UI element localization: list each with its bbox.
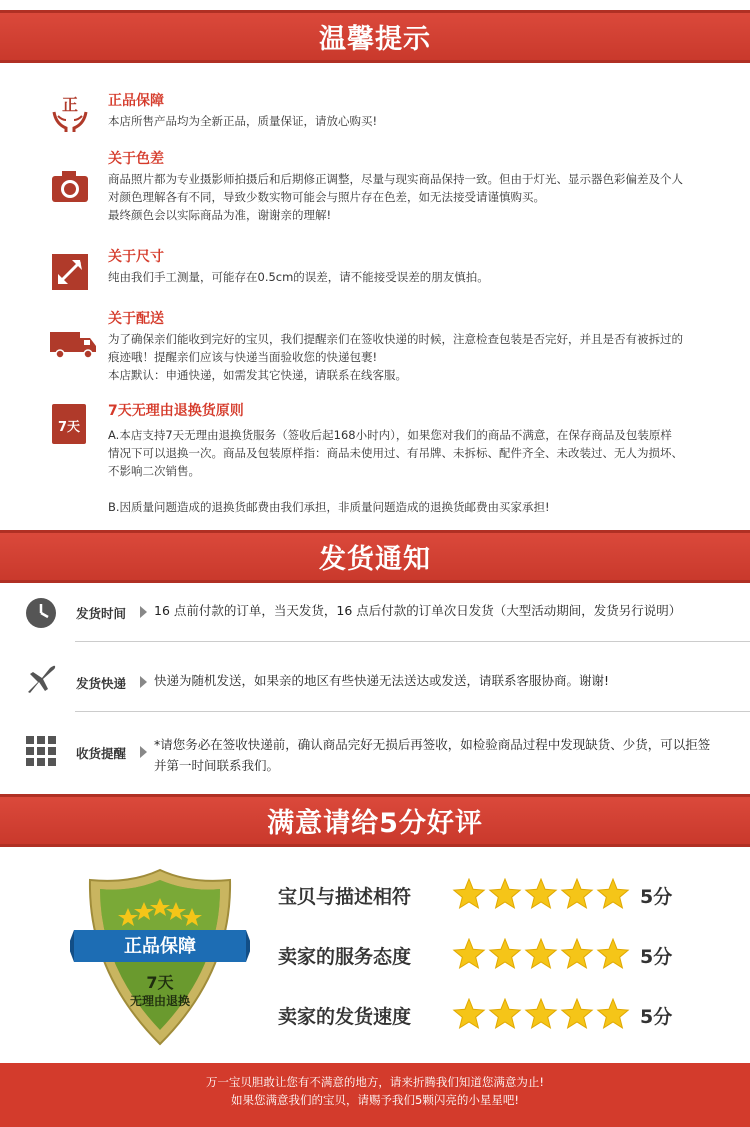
shipping-label: 收货提醒 xyxy=(76,746,127,761)
seven-day-icon-label: 7天 xyxy=(57,420,81,435)
star-icon xyxy=(454,879,484,908)
star-rating xyxy=(452,998,632,1032)
star-icon xyxy=(562,879,592,908)
arrow-icon xyxy=(140,746,147,758)
shipping-text: 快递为随机发送，如果亲的地区有些快递无法送达或发送，请联系客服协商。谢谢! xyxy=(154,673,610,688)
clock-icon xyxy=(24,596,58,630)
genuine-badge xyxy=(70,862,250,1052)
rating-banner-title: 满意请给5分好评 xyxy=(267,808,483,839)
rating-score: 5分 xyxy=(640,946,673,968)
tip-line: 本店所售产品均为全新正品，质量保证，请放心购买! xyxy=(108,114,378,128)
tip-line: 最终颜色会以实际商品为准，谢谢亲的理解! xyxy=(108,208,332,222)
star-icon xyxy=(526,939,556,968)
tip-line: 不影响二次销售。 xyxy=(108,464,200,478)
tip-body xyxy=(108,330,728,384)
star-icon xyxy=(526,879,556,908)
tip-body xyxy=(108,426,728,480)
rating-row-service xyxy=(278,940,708,970)
star-icon xyxy=(454,939,484,968)
tip-body xyxy=(108,170,728,224)
star-icon xyxy=(490,939,520,968)
shipping-label: 发货快递 xyxy=(76,676,127,691)
star-icon xyxy=(454,999,484,1028)
tip-title: 7天无理由退换货原则 xyxy=(108,403,244,419)
tip-line: 情况下可以退换一次。商品及包装原样指：商品未使用过、有吊牌、未拆标、配件齐全、未改装过、无人为损坏、 xyxy=(108,446,683,460)
shipping-row-receipt xyxy=(0,728,750,778)
star-icon xyxy=(562,999,592,1028)
shipping-banner xyxy=(0,530,750,583)
star-icon xyxy=(490,999,520,1028)
tips-banner-title: 温馨提示 xyxy=(319,24,431,55)
rating-label: 宝贝与描述相符 xyxy=(278,886,412,908)
star-rating xyxy=(452,938,632,972)
footer xyxy=(0,1063,750,1127)
rating-label: 卖家的服务态度 xyxy=(278,946,412,968)
shipping-label: 发货时间 xyxy=(76,606,127,621)
tip-line: 痕迹哦！提醒亲们应该与快递当面验收您的快递包裹! xyxy=(108,350,378,364)
star-icon xyxy=(490,879,520,908)
shipping-text: 16 点前付款的订单，当天发货，16 点后付款的订单次日发货（大型活动期间，发货另行说明） xyxy=(154,603,682,618)
tip-body-extra xyxy=(108,498,728,516)
rating-score: 5分 xyxy=(640,1006,673,1028)
tip-line: 为了确保亲们能收到完好的宝贝，我们提醒亲们在签收快递的时候，注意检查包装是否完好，并且是否有被拆过的 xyxy=(108,332,683,346)
badge-line2: 无理由退换 xyxy=(129,994,190,1008)
tip-title: 关于尺寸 xyxy=(108,249,164,265)
shipping-banner-title: 发货通知 xyxy=(319,544,431,575)
arrow-icon xyxy=(140,676,147,688)
badge-ribbon-text: 正品保障 xyxy=(124,936,196,957)
tips-banner xyxy=(0,10,750,63)
tip-line: 纯由我们手工测量，可能存在0.5cm的误差，请不能接受误差的朋友慎拍。 xyxy=(108,270,489,284)
arrow-icon xyxy=(140,606,147,618)
star-icon xyxy=(526,999,556,1028)
tip-title: 正品保障 xyxy=(108,93,164,109)
grid-icon xyxy=(24,734,58,768)
rating-row-delivery xyxy=(278,1000,708,1030)
tip-line: 商品照片都为专业摄影师拍摄后和后期修正调整，尽量与现实商品保持一致。但由于灯光、显示器色彩偏差及个人 xyxy=(108,172,683,186)
star-rating xyxy=(452,878,632,912)
star-icon xyxy=(598,939,628,968)
tip-line: 对颜色理解各有不同，导致少数实物可能会与照片存在色差，如无法接受请谨慎购买。 xyxy=(108,190,545,204)
seven-day-return-icon xyxy=(52,404,86,444)
airplane-icon xyxy=(24,662,58,696)
star-icon xyxy=(598,999,628,1028)
tip-title: 关于配送 xyxy=(108,311,164,327)
footer-line: 万一宝贝胆敢让您有不满意的地方，请来折腾我们知道您满意为止! xyxy=(205,1075,545,1089)
shipping-row-time xyxy=(0,588,750,638)
footer-line: 如果您满意我们的宝贝，请赐予我们5颗闪亮的小星星吧! xyxy=(231,1093,519,1107)
tip-line: A.本店支持7天无理由退换货服务（签收后起168小时内），如果您对我们的商品不满意，在保存商品及包装原样 xyxy=(108,428,672,442)
genuine-hands-icon xyxy=(48,90,92,134)
rating-score: 5分 xyxy=(640,886,673,908)
tip-line: B.因质量问题造成的退换货邮费由我们承担，非质量问题造成的退换货邮费由买家承担! xyxy=(108,500,550,514)
rating-banner xyxy=(0,794,750,847)
rating-row-description xyxy=(278,880,708,910)
star-icon xyxy=(562,939,592,968)
divider xyxy=(75,641,750,642)
divider xyxy=(75,711,750,712)
shipping-row-courier xyxy=(0,658,750,708)
rating-label: 卖家的发货速度 xyxy=(278,1006,412,1028)
tip-title: 关于色差 xyxy=(108,151,164,167)
svg-text:正: 正 xyxy=(61,95,79,114)
resize-arrow-icon xyxy=(48,250,92,294)
tip-body xyxy=(108,268,728,286)
tip-body xyxy=(108,112,728,130)
shipping-text: *请您务必在签收快递前，确认商品完好无损后再签收，如检验商品过程中发现缺货、少货，可以拒签并第一时间联系我们。 xyxy=(154,737,711,773)
truck-icon xyxy=(48,320,98,364)
tip-line: 本店默认：申通快递，如需发其它快递，请联系在线客服。 xyxy=(108,368,407,382)
star-icon xyxy=(598,879,628,908)
badge-line1: 7天 xyxy=(146,973,174,992)
camera-icon xyxy=(48,166,92,210)
